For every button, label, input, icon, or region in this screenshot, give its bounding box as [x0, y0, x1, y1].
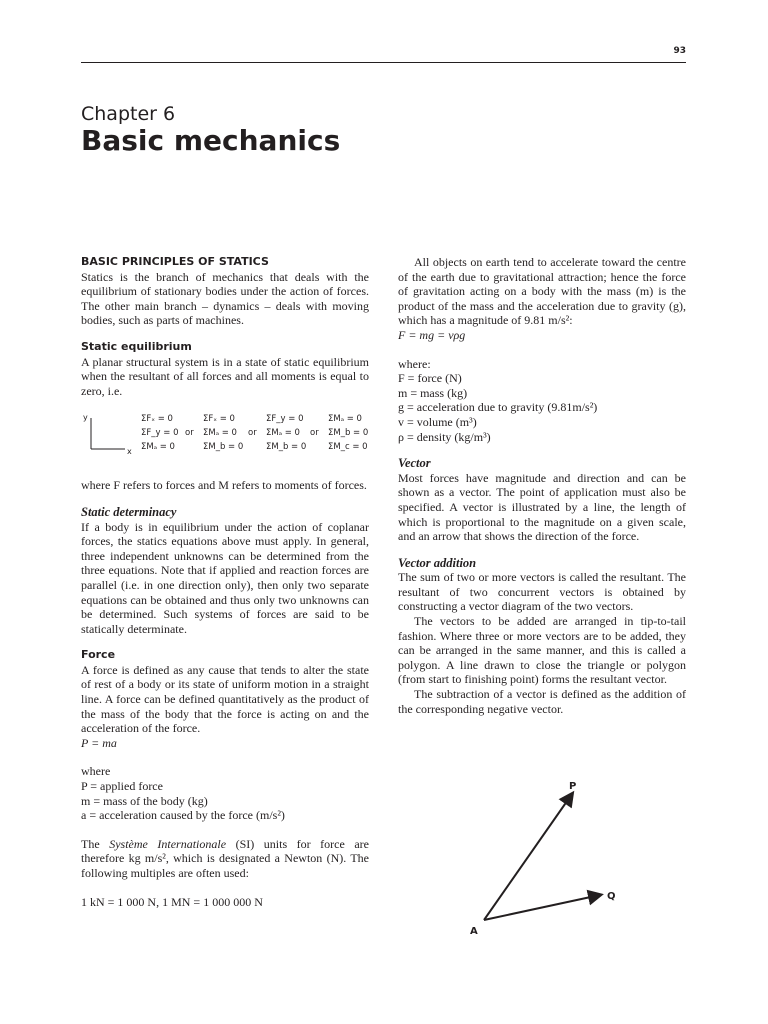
si-text-2: (SI) units for force are therefore kg m/s², which is designated a Newton (N). The following multiples are often used: [81, 836, 369, 880]
paragraph-equilibrium: A planar structural system is in a state of static equilibrium when the resultant of all forces and all moments is equal to zero, i.e. [81, 354, 369, 398]
definition-v: v = volume (m³) [398, 414, 477, 429]
units-multiples: 1 kN = 1 000 N, 1 MN = 1 000 000 N [81, 894, 263, 909]
page-number: 93 [673, 46, 686, 56]
eq-c3r2: ΣMₐ = 0 [266, 428, 300, 439]
heading-basic-principles: BASIC PRINCIPLES OF STATICS [81, 255, 269, 268]
eq-c4r2: ΣM_b = 0 [328, 428, 369, 439]
eq-c1r3: ΣMₐ = 0 [141, 442, 175, 453]
where-label: where [81, 764, 111, 779]
paragraph-addition-2: The vectors to be added are arranged in tip-to-tail fashion. Where three or more vectors are to be added, they can be arranged in the same manner, and this is called a polygon. A line drawn to close the triangle or polygon (from start to finishing point) forms the resultant vector. [398, 614, 686, 687]
chapter-label: Chapter 6 [81, 103, 176, 125]
left-column [81, 255, 369, 909]
vector-p-arrow [484, 794, 572, 920]
heading-vector-addition: Vector addition [398, 555, 477, 570]
eq-c3r3: ΣM_b = 0 [266, 442, 307, 453]
definition-m: m = mass of the body (kg) [81, 793, 208, 808]
equation-f-mg: F = mg = vρg [398, 327, 466, 342]
paragraph-determinacy: If a body is in equilibrium under the action of coplanar forces, the statics equations above must apply. In general, three independent unknowns can be determined from the three equations. Note that if applied and reaction forces are parallel (i.e. in one direction only), then only two separate equations can be obtained and thus only two unknowns can be determined. Such systems of forces are said to be statically determinate. [81, 519, 369, 636]
si-text-italic: Système Internationale [109, 836, 227, 851]
definition-p: P = applied force [81, 779, 163, 794]
paragraph-addition-3: The subtraction of a vector is defined as the addition of the corresponding negative vector. [398, 687, 686, 716]
eq-or-1: or [185, 428, 194, 439]
eq-c3r1: ΣF_y = 0 [266, 414, 304, 425]
si-text-1: The [81, 836, 110, 851]
eq-c4r1: ΣMₐ = 0 [328, 414, 362, 425]
eq-or-2: or [248, 428, 257, 439]
paragraph-force: A force is defined as any cause that tends to alter the state of rest of a body or its state of uniform motion in a straight line. A force can be defined quantitatively as the product of the mass of the body that the force is acting on and the acceleration of the force. [81, 662, 369, 736]
eq-c1r1: ΣFₓ = 0 [141, 414, 173, 425]
header-rule [81, 62, 686, 63]
paragraph-gravity: All objects on earth tend to accelerate toward the centre of the earth due to gravitational attraction; hence the force of gravitation acting on a body with the mass (m) is the product of the mass and the acceleration due to gravity (g), which has a magnitude of 9.81 m/s²: [398, 255, 686, 328]
paragraph-vector: Most forces have magnitude and direction and can be shown as a vector. The point of application must also be specified. A vector is illustrated by a line, the length of which is proportional to the magnitude on a given scale, and an arrow that shows the direction of the force. [398, 470, 686, 544]
definition-a: a = acceleration caused by the force (m/s²) [81, 808, 285, 823]
heading-force: Force [81, 648, 116, 662]
label-p: P [569, 781, 577, 792]
heading-static-equilibrium: Static equilibrium [81, 339, 192, 353]
eq-c2r2: ΣMₐ = 0 [203, 428, 237, 439]
definition-rho: ρ = density (kg/m³) [398, 429, 491, 444]
definition-f: F = force (N) [398, 371, 462, 386]
eq-c4r3: ΣM_c = 0 [328, 442, 368, 453]
label-a: A [470, 926, 478, 937]
axes-icon [81, 412, 141, 468]
equation-p-ma: P = ma [81, 735, 117, 750]
equilibrium-equations [81, 412, 369, 468]
axis-x-label: x [127, 447, 132, 457]
definition-g: g = acceleration due to gravity (9.81m/s²) [398, 400, 598, 415]
paragraph-addition-1: The sum of two or more vectors is called the resultant. The resultant of two concurrent vectors is obtained by constructing a vector diagram of the two vectors. [398, 570, 686, 614]
vector-q-arrow [484, 895, 600, 920]
definition-mass: m = mass (kg) [398, 385, 468, 400]
label-q: Q [607, 891, 616, 902]
right-column [398, 255, 686, 716]
axis-y-label: y [83, 413, 88, 423]
eq-c1r2: ΣF_y = 0 [141, 428, 179, 439]
paragraph-where-forces: where F refers to forces and M refers to moments of forces. [81, 478, 367, 493]
eq-c2r3: ΣM_b = 0 [203, 442, 244, 453]
heading-static-determinacy: Static determinacy [81, 504, 177, 519]
vector-diagram [470, 778, 630, 938]
paragraph-si-units [81, 837, 369, 881]
eq-or-3: or [310, 428, 319, 439]
where-label-right: where: [398, 356, 431, 371]
paragraph-statics: Statics is the branch of mechanics that deals with the equilibrium of stationary bodies under the action of forces. The other main branch – dynamics – deals with moving bodies, such as parts of machines. [81, 269, 369, 328]
eq-c2r1: ΣFₓ = 0 [203, 414, 235, 425]
chapter-title: Basic mechanics [81, 124, 341, 157]
heading-vector: Vector [398, 456, 431, 471]
